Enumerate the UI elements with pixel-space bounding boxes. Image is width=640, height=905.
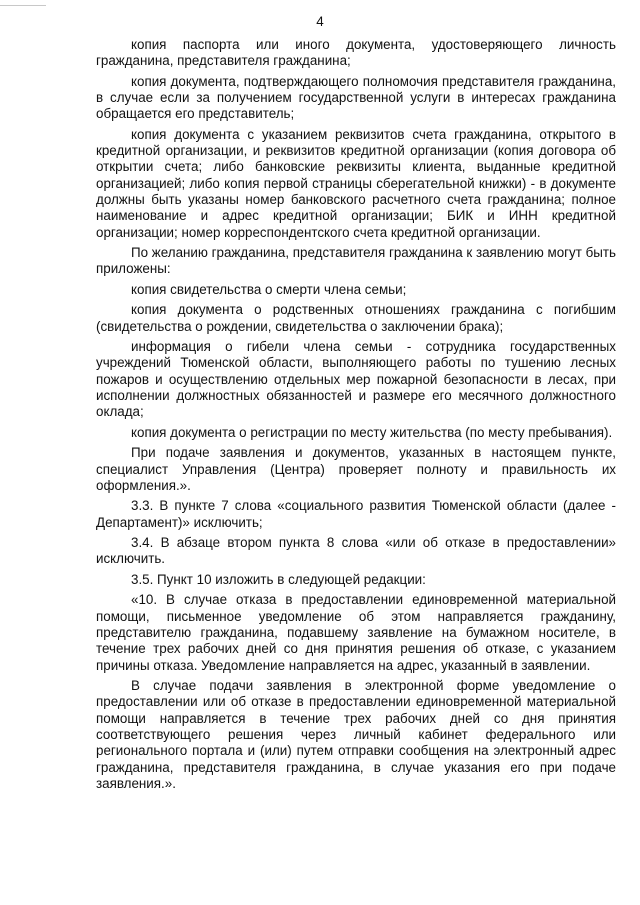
document-body	[96, 37, 616, 796]
scan-corner-mark	[0, 0, 46, 6]
paragraph-death-information: информация о гибели члена семьи - сотрудника государственных учреждений Тюменской области, выполняющего работы по тушению лесных пожаров и осуществлению отдельных мер пожарной безопасности в лесах, при исполнении должностных обязанностей и размере его месячного должностного оклада;	[96, 339, 616, 420]
paragraph-clause-3-3: 3.3. В пункте 7 слова «социального развития Тюменской области (далее - Департамент)» исключить;	[96, 498, 616, 530]
paragraph-kinship-document: копия документа о родственных отношениях гражданина с погибшим (свидетельства о рождении, свидетельства о заключении брака);	[96, 302, 616, 334]
paragraph-registration-copy: копия документа о регистрации по месту жительства (по месту пребывания).	[131, 424, 613, 440]
paragraph-item-10: «10. В случае отказа в предоставлении единовременной материальной помощи, письменное уведомление об этом направляется гражданину, представителю гражданина, подавшему заявление на бумажном носителе, в течение трех рабочих дней со дня принятия решения об отказе, с указанием причины отказа. Уведомление направляется на адрес, указанный в заявлении.	[96, 592, 616, 673]
paragraph-bank-details: копия документа с указанием реквизитов счета гражданина, открытого в кредитной организации, и реквизитов кредитной организации (копия договора об открытии счета; либо банковские реквизиты клиента, выданные кредитной организацией; либо копия первой страницы сберегательной книжки) - в документе должны быть указаны номер банковского расчетного счета гражданина; полное наименование и адрес кредитной организации; БИК и ИНН кредитной организации; номер корреспондентского счета кредитной организации.	[96, 126, 616, 240]
paragraph-clause-3-4: 3.4. В абзаце втором пункта 8 слова «или об отказе в предоставлении» исключить.	[96, 535, 616, 567]
paragraph-optional-attachments: По желанию гражданина, представителя гражданина к заявлению могут быть приложены:	[96, 245, 617, 277]
paragraph-specialist-check: При подаче заявления и документов, указанных в настоящем пункте, специалист Управления (Центра) проверяет полноту и правильность их оформления.».	[96, 445, 616, 493]
paragraph-clause-3-5: 3.5. Пункт 10 изложить в следующей редакции:	[131, 571, 426, 587]
paragraph-authority-document: копия документа, подтверждающего полномочия представителя гражданина, в случае если за получением государственной услуги в интересах гражданина обращается его представитель;	[96, 73, 616, 122]
paragraph-electronic-notice: В случае подачи заявления в электронной форме уведомление о предоставлении или об отказе в предоставлении единовременной материальной помощи направляется в течение трех рабочих дней со дня принятия соответствующего решения через личный кабинет федерального или регионального портала и (или) путем отправки сообщения на электронный адрес гражданина, представителя гражданина, в случае указания его при подаче заявления.».	[96, 678, 616, 791]
paragraph-passport-copy: копия паспорта или иного документа, удостоверяющего личность гражданина, представителя гражданина;	[96, 37, 616, 69]
paragraph-death-certificate: копия свидетельства о смерти члена семьи;	[131, 281, 407, 297]
page-number: 4	[316, 14, 324, 29]
